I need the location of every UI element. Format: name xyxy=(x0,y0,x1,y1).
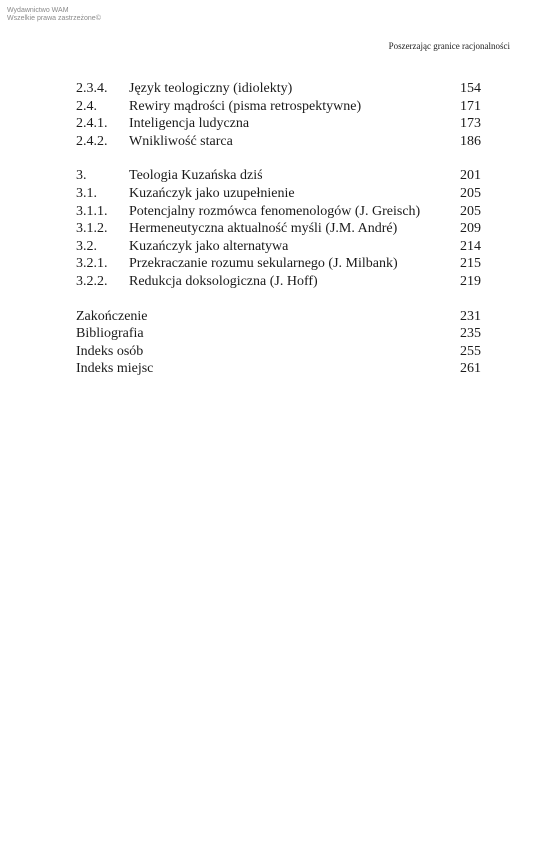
toc-entry-page: 205 xyxy=(460,185,481,201)
toc-group xyxy=(76,80,481,150)
toc-entry-page: 186 xyxy=(460,133,481,149)
toc-entry-title: Inteligencja ludyczna xyxy=(129,116,250,132)
toc-entry-number: 2.4.1. xyxy=(76,116,108,132)
toc-entry-title: Hermeneutyczna aktualność myśli (J.M. André) xyxy=(129,221,398,237)
toc-entry xyxy=(76,325,481,343)
toc-entry-page: 235 xyxy=(460,326,481,342)
toc-entry-title: Bibliografia xyxy=(76,326,144,342)
toc-entry xyxy=(76,98,481,116)
toc-entry-page: 205 xyxy=(460,203,481,219)
toc-entry-number: 3.2.2. xyxy=(76,273,108,289)
toc-entry-title: Potencjalny rozmówca fenomenologów (J. Greisch) xyxy=(129,203,421,219)
toc-entry-title: Język teologiczny (idiolekty) xyxy=(129,81,293,96)
toc-entry-number: 3. xyxy=(76,168,87,184)
watermark-publisher: Wydawnictwo WAM xyxy=(7,7,69,14)
toc-entry xyxy=(76,273,481,291)
toc-entry-number: 2.3.4. xyxy=(76,81,108,96)
toc-entry xyxy=(76,185,481,203)
toc-entry-page: 209 xyxy=(460,221,481,237)
toc-entry-page: 215 xyxy=(460,256,481,272)
toc-entry-page: 219 xyxy=(460,273,481,289)
table-of-contents xyxy=(76,80,481,395)
toc-entry-title: Wnikliwość starca xyxy=(129,133,233,149)
toc-entry xyxy=(76,220,481,238)
toc-entry-page: 255 xyxy=(460,343,481,359)
toc-entry-page: 173 xyxy=(460,116,481,132)
toc-entry-number: 2.4.2. xyxy=(76,133,108,149)
toc-group xyxy=(76,308,481,378)
toc-entry xyxy=(76,238,481,256)
toc-entry xyxy=(76,343,481,361)
toc-entry-page: 154 xyxy=(460,81,481,96)
toc-entry-page: 171 xyxy=(460,98,481,114)
toc-entry xyxy=(76,203,481,221)
watermark xyxy=(7,7,101,23)
watermark-copyright: Wszelkie prawa zastrzeżone© xyxy=(7,15,101,22)
toc-entry-number: 3.1.2. xyxy=(76,221,108,237)
toc-entry xyxy=(76,255,481,273)
toc-entry xyxy=(76,115,481,133)
toc-entry xyxy=(76,308,481,326)
toc-entry-number: 3.2. xyxy=(76,238,97,254)
toc-entry-page: 231 xyxy=(460,308,481,324)
toc-entry xyxy=(76,167,481,185)
toc-entry xyxy=(76,360,481,378)
toc-entry-title: Zakończenie xyxy=(76,308,148,324)
toc-entry-number: 3.1.1. xyxy=(76,203,108,219)
toc-entry-page: 214 xyxy=(460,238,481,254)
toc-entry-title: Kuzańczyk jako uzupełnienie xyxy=(129,185,295,201)
running-head: Poszerzając granice racjonalności xyxy=(388,41,510,51)
toc-entry-page: 201 xyxy=(460,168,481,184)
toc-entry-number: 3.2.1. xyxy=(76,256,108,272)
toc-entry-title: Redukcja doksologiczna (J. Hoff) xyxy=(129,273,318,289)
toc-entry-number: 3.1. xyxy=(76,185,97,201)
toc-entry-title: Przekraczanie rozumu sekularnego (J. Milbank) xyxy=(129,256,398,272)
toc-entry-title: Teologia Kuzańska dziś xyxy=(129,168,263,184)
toc-entry-title: Indeks miejsc xyxy=(76,361,154,377)
toc-entry-page: 261 xyxy=(460,361,481,377)
toc-entry-number: 2.4. xyxy=(76,98,97,114)
toc-entry-title: Kuzańczyk jako alternatywa xyxy=(129,238,289,254)
toc-entry xyxy=(76,133,481,151)
toc-entry xyxy=(76,80,481,98)
toc-entry-title: Indeks osób xyxy=(76,343,144,359)
toc-group xyxy=(76,167,481,290)
toc-entry-title: Rewiry mądrości (pisma retrospektywne) xyxy=(129,98,362,114)
